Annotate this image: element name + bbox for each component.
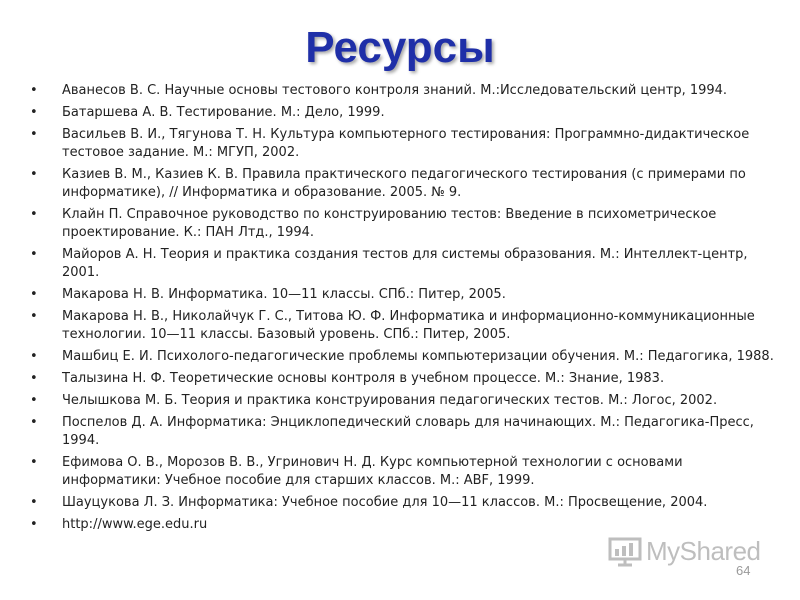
reference-item — [30, 454, 778, 490]
bullet-icon: • — [30, 517, 38, 532]
bullet-icon: • — [30, 393, 38, 408]
reference-list — [30, 82, 778, 538]
reference-text: Майоров А. Н. Теория и практика создания тестов для системы образования. М.: Интеллект-центр, 2001. — [62, 247, 748, 280]
bullet-icon: • — [30, 207, 38, 222]
watermark-text: MyShared — [646, 536, 761, 566]
reference-text: Ефимова О. В., Морозов В. В., Угринович Н. Д. Курс компьютерной технологии с основами информатики: Учебное пособие для старших классов. М.: ABF, 1999. — [62, 455, 683, 488]
reference-item — [30, 348, 778, 366]
bullet-icon: • — [30, 287, 38, 302]
reference-item — [30, 370, 778, 388]
reference-item — [30, 286, 778, 304]
bullet-icon: • — [30, 167, 38, 182]
bullet-icon: • — [30, 371, 38, 386]
bullet-icon: • — [30, 309, 38, 324]
reference-text: Талызина Н. Ф. Теоретические основы контроля в учебном процессе. М.: Знание, 1983. — [62, 371, 665, 386]
reference-text: Васильев В. И., Тягунова Т. Н. Культура компьютерного тестирования: Программно-дидактическое тестовое задание. М.: МГУП, 2002. — [62, 127, 750, 160]
bullet-icon: • — [30, 495, 38, 510]
bullet-icon: • — [30, 455, 38, 470]
reference-text: Батаршева А. В. Тестирование. М.: Дело, 1999. — [62, 105, 385, 120]
reference-text: Машбиц Е. И. Психолого-педагогические проблемы компьютеризации обучения. М.: Педагогика, 1988. — [62, 349, 774, 364]
reference-link[interactable]: http://www.ege.edu.ru — [62, 517, 208, 532]
reference-text: Казиев В. М., Казиев К. В. Правила практического педагогического тестирования (с примерами по информатике), // Информатика и образование. 2005. № 9. — [62, 167, 746, 200]
reference-item — [30, 246, 778, 282]
bullet-icon: • — [30, 247, 38, 262]
reference-text: Шауцукова Л. З. Информатика: Учебное пособие для 10—11 классов. М.: Просвещение, 2004. — [62, 495, 708, 510]
reference-item — [30, 82, 778, 100]
slide-title: Ресурсы — [305, 23, 495, 72]
reference-item — [30, 126, 778, 162]
reference-text: Челышкова М. Б. Теория и практика конструирования педагогических тестов. М.: Логос, 2002. — [62, 393, 718, 408]
bullet-icon: • — [30, 415, 38, 430]
bullet-icon: • — [30, 349, 38, 364]
presentation-chart-icon — [608, 537, 642, 567]
reference-item — [30, 308, 778, 344]
reference-item — [30, 414, 778, 450]
reference-item — [30, 104, 778, 122]
page-number: 64 — [736, 563, 751, 578]
bullet-icon: • — [30, 105, 38, 120]
reference-item — [30, 516, 778, 534]
bullet-icon: • — [30, 83, 38, 98]
reference-text: Макарова Н. В., Николайчук Г. С., Титова Ю. Ф. Информатика и информационно-коммуникационные технологии. 10—11 классы. Базовый уровень. СПб.: Питер, 2005. — [62, 309, 755, 342]
reference-item — [30, 392, 778, 410]
reference-item — [30, 206, 778, 242]
reference-text: Клайн П. Справочное руководство по конструированию тестов: Введение в психометрическое проектирование. К.: ПАН Лтд., 1994. — [62, 207, 717, 240]
reference-text: Аванесов В. С. Научные основы тестового контроля знаний. М.:Исследовательский центр, 1994. — [62, 83, 728, 98]
reference-item — [30, 166, 778, 202]
bullet-icon: • — [30, 127, 38, 142]
reference-text: Поспелов Д. А. Информатика: Энциклопедический словарь для начинающих. М.: Педагогика-Пресс, 1994. — [62, 415, 754, 448]
reference-item — [30, 494, 778, 512]
reference-text: Макарова Н. В. Информатика. 10—11 классы. СПб.: Питер, 2005. — [62, 287, 506, 302]
